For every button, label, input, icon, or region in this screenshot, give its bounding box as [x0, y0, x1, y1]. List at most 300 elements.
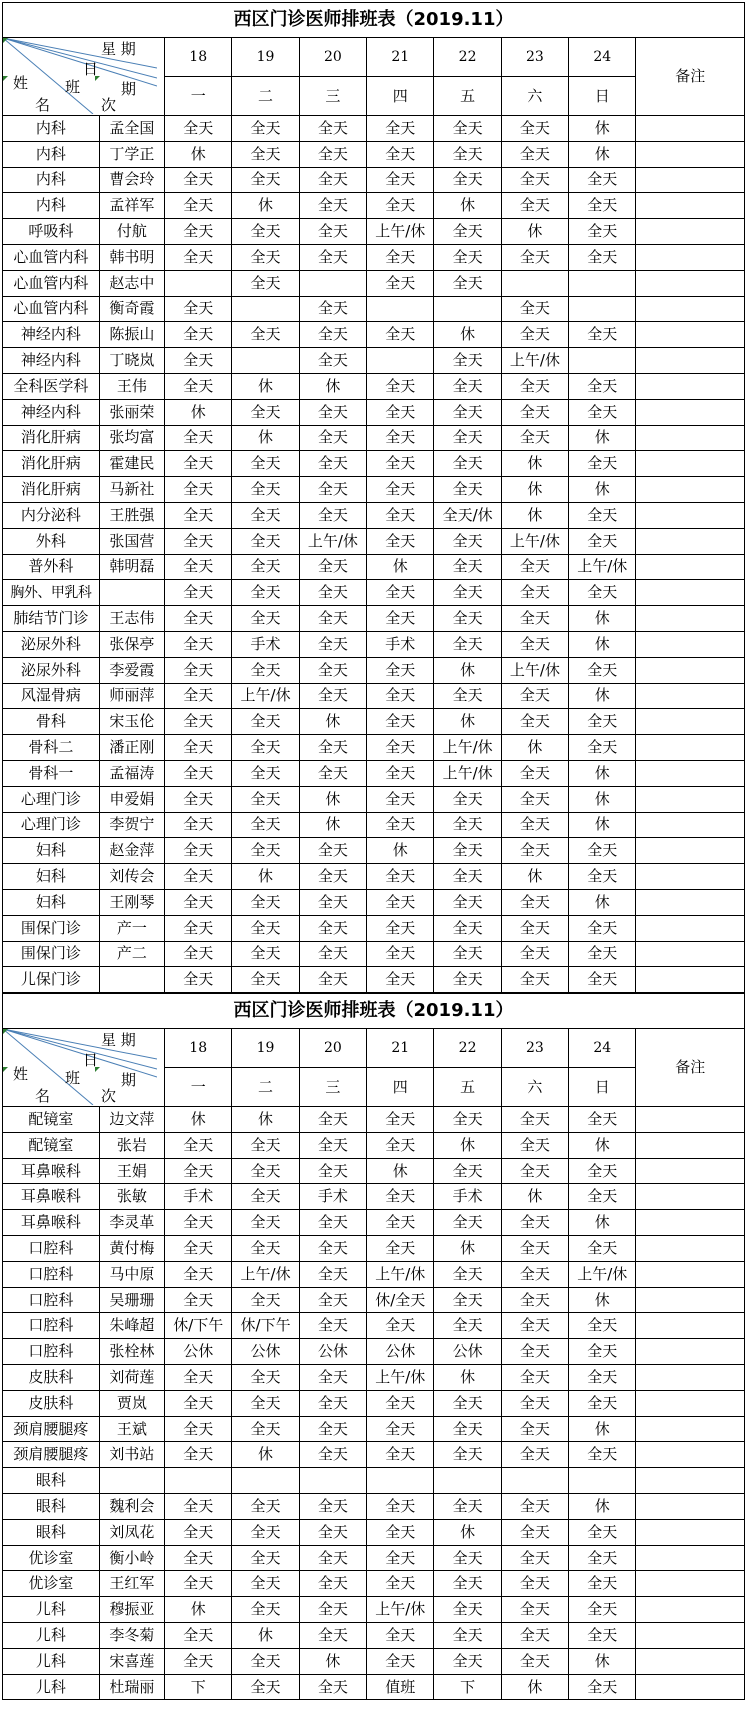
date-header: 19 — [232, 38, 299, 77]
shift-cell: 全天 — [165, 606, 232, 632]
shift-cell: 上午/休 — [434, 735, 501, 761]
shift-cell — [501, 270, 568, 296]
shift-cell: 全天 — [367, 1416, 434, 1442]
shift-cell: 上午/休 — [501, 657, 568, 683]
shift-cell: 全天 — [232, 606, 299, 632]
shift-cell: 全天 — [165, 1236, 232, 1262]
shift-cell: 全天 — [501, 1390, 568, 1416]
shift-cell: 全天 — [165, 864, 232, 890]
table-row — [3, 1261, 745, 1287]
shift-cell: 全天 — [232, 141, 299, 167]
shift-cell: 全天 — [569, 1519, 636, 1545]
shift-cell: 休 — [569, 477, 636, 503]
shift-cell: 全天 — [165, 167, 232, 193]
shift-cell: 全天 — [165, 116, 232, 142]
shift-cell: 全天 — [367, 193, 434, 219]
shift-cell: 全天 — [165, 425, 232, 451]
shift-cell: 全天 — [165, 1519, 232, 1545]
table-row — [3, 1416, 745, 1442]
shift-cell: 全天 — [434, 967, 501, 993]
shift-cell: 全天 — [232, 1365, 299, 1391]
department-cell: 消化肝病 — [3, 477, 100, 503]
shift-cell: 全天 — [569, 967, 636, 993]
shift-cell: 全天 — [434, 889, 501, 915]
department-cell: 儿科 — [3, 1623, 100, 1649]
department-cell: 内科 — [3, 141, 100, 167]
shift-cell: 全天 — [232, 1519, 299, 1545]
shift-cell: 全天 — [569, 1571, 636, 1597]
cell-corner-mark — [3, 38, 8, 43]
shift-cell: 休 — [569, 1210, 636, 1236]
shift-cell — [569, 270, 636, 296]
shift-cell: 休 — [501, 1674, 568, 1700]
table-row — [3, 219, 745, 245]
shift-cell: 休 — [501, 219, 568, 245]
remarks-cell — [636, 812, 745, 838]
remarks-cell — [636, 1158, 745, 1184]
shift-cell: 休 — [232, 425, 299, 451]
date-header: 22 — [434, 1029, 501, 1068]
week-label: 星 期 — [101, 1031, 136, 1050]
table-row — [3, 709, 745, 735]
table-row — [3, 1236, 745, 1262]
shift-cell: 全天 — [367, 116, 434, 142]
shift-cell: 休 — [434, 657, 501, 683]
shift-cell: 全天 — [299, 631, 366, 657]
shift-cell: 全天 — [367, 244, 434, 270]
shift-cell: 全天 — [232, 812, 299, 838]
shift-cell: 全天 — [434, 477, 501, 503]
remarks-cell — [636, 1571, 745, 1597]
shift-cell: 全天 — [434, 812, 501, 838]
table-row — [3, 193, 745, 219]
shift-cell: 休 — [299, 812, 366, 838]
remarks-cell — [636, 1442, 745, 1468]
doctor-name-cell: 穆振亚 — [99, 1597, 164, 1623]
shift-cell: 全天 — [232, 709, 299, 735]
shift-cell: 公休 — [232, 1339, 299, 1365]
shift-cell: 全天 — [434, 1623, 501, 1649]
shift-cell: 全天 — [501, 554, 568, 580]
shift-cell: 全天 — [501, 1545, 568, 1571]
shift-cell: 全天 — [367, 941, 434, 967]
shift-cell: 全天 — [501, 116, 568, 142]
name-label: 姓 — [13, 1065, 29, 1084]
shift-cell: 全天 — [501, 631, 568, 657]
date-header: 19 — [232, 1029, 299, 1068]
doctor-name-cell: 吴珊珊 — [99, 1287, 164, 1313]
shift-cell: 全天 — [569, 1184, 636, 1210]
weekday-header: 三 — [299, 77, 366, 116]
shift-cell: 全天 — [569, 709, 636, 735]
shift-cell: 全天 — [367, 889, 434, 915]
shift-cell: 全天 — [165, 451, 232, 477]
shift-cell: 全天 — [569, 1365, 636, 1391]
shift-cell: 全天 — [367, 1545, 434, 1571]
shift-cell: 全天 — [569, 193, 636, 219]
date-header: 21 — [367, 1029, 434, 1068]
department-cell: 神经内科 — [3, 322, 100, 348]
shift-cell: 上午/休 — [367, 1261, 434, 1287]
doctor-name-cell: 王刚琴 — [99, 889, 164, 915]
table-row — [3, 322, 745, 348]
shift-cell: 全天 — [501, 941, 568, 967]
shift-cell: 休 — [501, 864, 568, 890]
shift-cell: 全天 — [367, 1519, 434, 1545]
remarks-cell — [636, 1339, 745, 1365]
table-row — [3, 1597, 745, 1623]
shift-cell: 全天 — [367, 864, 434, 890]
remarks-cell — [636, 838, 745, 864]
shift-cell: 全天 — [367, 1442, 434, 1468]
shift-cell: 休 — [569, 1132, 636, 1158]
shift-cell: 全天 — [232, 116, 299, 142]
department-cell: 全科医学科 — [3, 373, 100, 399]
shift-cell: 全天 — [232, 1158, 299, 1184]
remarks-cell — [636, 373, 745, 399]
department-cell: 妇科 — [3, 864, 100, 890]
shift-cell: 全天 — [165, 735, 232, 761]
doctor-name-cell: 陈振山 — [99, 322, 164, 348]
remarks-cell — [636, 477, 745, 503]
shift-cell: 休/全天 — [367, 1287, 434, 1313]
shift-cell: 全天 — [299, 838, 366, 864]
shift-cell: 公休 — [367, 1339, 434, 1365]
doctor-name-cell: 李冬菊 — [99, 1623, 164, 1649]
shift-cell: 全天 — [299, 219, 366, 245]
department-cell: 耳鼻喉科 — [3, 1184, 100, 1210]
shift-cell: 全天 — [165, 915, 232, 941]
department-cell: 颈肩腰腿疼 — [3, 1442, 100, 1468]
table-row — [3, 1184, 745, 1210]
shift-cell: 全天 — [165, 1442, 232, 1468]
date-header: 24 — [569, 1029, 636, 1068]
shift-cell: 全天 — [434, 606, 501, 632]
doctor-name-cell: 孟福涛 — [99, 760, 164, 786]
shift-label: 班 — [65, 78, 81, 96]
doctor-name-cell: 李灵革 — [99, 1210, 164, 1236]
weekday-header: 二 — [232, 1068, 299, 1107]
shift-cell: 全天 — [501, 322, 568, 348]
cell-corner-mark — [3, 1029, 8, 1034]
shift-cell: 全天 — [165, 1545, 232, 1571]
doctor-name-cell: 霍建民 — [99, 451, 164, 477]
shift-cell: 全天 — [232, 1571, 299, 1597]
department-cell: 骨科一 — [3, 760, 100, 786]
table-row — [3, 1158, 745, 1184]
shift-cell: 休 — [165, 1107, 232, 1133]
table-title: 西区门诊医师排班表（2019.11） — [3, 994, 745, 1029]
name-label: 姓 — [13, 74, 29, 92]
department-cell: 消化肝病 — [3, 425, 100, 451]
department-cell: 内分泌科 — [3, 502, 100, 528]
shift-cell: 全天 — [434, 219, 501, 245]
doctor-name-cell: 张保亭 — [99, 631, 164, 657]
shift-cell — [165, 270, 232, 296]
remarks-cell — [636, 631, 745, 657]
shift-cell: 全天 — [232, 1236, 299, 1262]
shift-cell: 休 — [165, 1597, 232, 1623]
shift-cell: 休 — [569, 760, 636, 786]
department-cell: 眼科 — [3, 1494, 100, 1520]
table-row — [3, 1390, 745, 1416]
table-row — [3, 399, 745, 425]
table-row — [3, 1287, 745, 1313]
remarks-cell — [636, 1107, 745, 1133]
weekday-header: 五 — [434, 1068, 501, 1107]
doctor-name-cell: 刘凤花 — [99, 1519, 164, 1545]
doctor-name-cell: 王斌 — [99, 1416, 164, 1442]
remarks-cell — [636, 1623, 745, 1649]
shift-cell: 全天 — [299, 889, 366, 915]
shift-cell: 全天 — [299, 1107, 366, 1133]
shift-cell: 全天 — [569, 373, 636, 399]
remarks-cell — [636, 1365, 745, 1391]
shift-cell: 全天 — [299, 116, 366, 142]
shift-cell: 全天 — [299, 425, 366, 451]
doctor-name-cell: 师丽萍 — [99, 683, 164, 709]
table-row — [3, 1132, 745, 1158]
department-cell: 妇科 — [3, 889, 100, 915]
shift-cell: 休 — [232, 373, 299, 399]
shift-cell: 全天 — [232, 451, 299, 477]
department-cell: 内科 — [3, 116, 100, 142]
table-row — [3, 760, 745, 786]
shift-cell: 全天 — [165, 244, 232, 270]
shift-cell: 全天 — [232, 1390, 299, 1416]
shift-cell: 全天 — [165, 1623, 232, 1649]
shift-cell: 全天 — [232, 580, 299, 606]
shift-cell — [165, 1468, 232, 1494]
table-row — [3, 167, 745, 193]
shift-cell: 全天 — [569, 1313, 636, 1339]
shift-cell: 全天 — [367, 1623, 434, 1649]
shift-cell: 全天 — [434, 1210, 501, 1236]
shift-cell: 全天 — [501, 760, 568, 786]
shift-cell: 全天 — [232, 889, 299, 915]
shift-cell: 全天 — [434, 1648, 501, 1674]
department-cell: 神经内科 — [3, 399, 100, 425]
shift-cell: 全天 — [569, 580, 636, 606]
shift-cell: 全天 — [501, 838, 568, 864]
shift-cell: 全天 — [165, 760, 232, 786]
shift-cell: 全天 — [501, 1158, 568, 1184]
remarks-cell — [636, 657, 745, 683]
shift-cell: 全天 — [434, 864, 501, 890]
table-row — [3, 967, 745, 993]
shift-cell: 全天 — [299, 1132, 366, 1158]
shift-cell: 全天 — [501, 683, 568, 709]
table-row — [3, 1210, 745, 1236]
shift-cell: 全天 — [434, 915, 501, 941]
shift-cell: 全天 — [232, 270, 299, 296]
remarks-cell — [636, 1468, 745, 1494]
shift-cell: 公休 — [299, 1339, 366, 1365]
shift-cell: 全天 — [434, 425, 501, 451]
table-row — [3, 1674, 745, 1700]
department-cell: 肺结节门诊 — [3, 606, 100, 632]
date-header: 22 — [434, 38, 501, 77]
department-cell: 消化肝病 — [3, 451, 100, 477]
doctor-name-cell: 张敏 — [99, 1184, 164, 1210]
shift-cell: 全天 — [232, 838, 299, 864]
shift-cell: 全天 — [501, 1416, 568, 1442]
shift-cell: 全天 — [434, 1571, 501, 1597]
department-cell: 优诊室 — [3, 1571, 100, 1597]
shift-cell: 全天 — [501, 373, 568, 399]
doctor-name-cell: 王志伟 — [99, 606, 164, 632]
table-row — [3, 554, 745, 580]
shift-cell: 休 — [501, 735, 568, 761]
department-cell: 外科 — [3, 528, 100, 554]
shift-cell: 全天 — [299, 1442, 366, 1468]
remarks-cell — [636, 967, 745, 993]
shift-cell: 全天 — [232, 786, 299, 812]
shift-cell: 全天 — [501, 296, 568, 322]
shift-cell: 全天 — [299, 322, 366, 348]
table-row — [3, 606, 745, 632]
shift-cell: 全天 — [165, 219, 232, 245]
shift-cell: 全天 — [165, 1210, 232, 1236]
shift-cell: 休/下午 — [232, 1313, 299, 1339]
table-row — [3, 812, 745, 838]
shift-cell: 全天 — [299, 554, 366, 580]
table-row — [3, 1519, 745, 1545]
shift-cell: 全天 — [367, 1132, 434, 1158]
shift-cell: 全天 — [232, 322, 299, 348]
shift-cell: 休 — [501, 502, 568, 528]
shift-cell: 全天 — [165, 1571, 232, 1597]
shift-cell: 下 — [434, 1674, 501, 1700]
shift-cell: 全天 — [569, 1597, 636, 1623]
doctor-name-cell: 潘正刚 — [99, 735, 164, 761]
weekday-header: 四 — [367, 77, 434, 116]
shift-cell — [569, 1468, 636, 1494]
shift-cell: 休 — [569, 889, 636, 915]
weekday-header: 四 — [367, 1068, 434, 1107]
table-row — [3, 941, 745, 967]
shift-cell: 全天 — [232, 528, 299, 554]
shift-cell: 上午/休 — [299, 528, 366, 554]
doctor-name-cell: 李爱霞 — [99, 657, 164, 683]
doctor-name-cell: 申爱娟 — [99, 786, 164, 812]
shift-cell: 全天 — [299, 399, 366, 425]
remarks-cell — [636, 1519, 745, 1545]
shift-cell: 全天 — [165, 193, 232, 219]
shift-cell: 全天 — [299, 735, 366, 761]
doctor-name-cell: 杜瑞丽 — [99, 1674, 164, 1700]
shift-cell: 全天 — [165, 812, 232, 838]
table-row — [3, 451, 745, 477]
shift-cell: 全天 — [165, 1390, 232, 1416]
shift-cell: 全天 — [165, 786, 232, 812]
date-header: 18 — [165, 1029, 232, 1068]
department-cell: 内科 — [3, 167, 100, 193]
shift-cell — [367, 1468, 434, 1494]
table-row — [3, 270, 745, 296]
shift-cell: 全天 — [501, 1519, 568, 1545]
remarks-cell — [636, 116, 745, 142]
table-row — [3, 864, 745, 890]
shift-cell: 全天 — [232, 1494, 299, 1520]
doctor-name-cell: 宋喜莲 — [99, 1648, 164, 1674]
table-row — [3, 1545, 745, 1571]
department-cell: 胸外、甲乳科 — [3, 580, 100, 606]
shift-cell: 全天 — [299, 1261, 366, 1287]
shift-cell: 全天 — [434, 1313, 501, 1339]
remarks-cell — [636, 889, 745, 915]
shift-cell: 全天 — [367, 270, 434, 296]
shift-cell: 全天 — [165, 1261, 232, 1287]
department-cell: 儿保门诊 — [3, 967, 100, 993]
shift-cell: 全天 — [501, 889, 568, 915]
shift-cell: 全天 — [434, 399, 501, 425]
shift-cell: 全天 — [165, 528, 232, 554]
shift-cell: 全天 — [569, 322, 636, 348]
shift-cell: 全天 — [299, 1545, 366, 1571]
doctor-name-cell: 王娟 — [99, 1158, 164, 1184]
table-row — [3, 1494, 745, 1520]
cell-corner-mark — [95, 1067, 100, 1072]
shift-cell: 休 — [434, 1236, 501, 1262]
shift-cell: 全天 — [434, 1261, 501, 1287]
shift-cell: 全天 — [165, 709, 232, 735]
shift-cell: 全天 — [367, 322, 434, 348]
shift-cell: 全天 — [434, 167, 501, 193]
shift-cell: 全天 — [165, 889, 232, 915]
shift-cell: 全天 — [434, 1107, 501, 1133]
name2-label: 名 — [35, 1087, 51, 1106]
shift-cell: 全天 — [569, 167, 636, 193]
shift-cell: 全天 — [299, 502, 366, 528]
remarks-cell — [636, 760, 745, 786]
date-header: 20 — [299, 38, 366, 77]
shift-cell: 休 — [165, 141, 232, 167]
shift-cell: 全天 — [299, 606, 366, 632]
period-label: 期 — [121, 80, 137, 98]
shift-cell: 全天 — [367, 786, 434, 812]
doctor-name-cell: 马新社 — [99, 477, 164, 503]
remarks-cell — [636, 1494, 745, 1520]
shift-cell: 全天 — [299, 348, 366, 374]
shift-cell: 全天 — [434, 1494, 501, 1520]
department-cell: 颈肩腰腿疼 — [3, 1416, 100, 1442]
shift-cell: 全天 — [501, 1287, 568, 1313]
doctor-name-cell: 王胜强 — [99, 502, 164, 528]
shift-cell: 全天 — [569, 399, 636, 425]
shift-cell: 休 — [434, 1519, 501, 1545]
shift-cell: 全天 — [569, 864, 636, 890]
shift-cell: 全天 — [299, 296, 366, 322]
department-cell: 骨科二 — [3, 735, 100, 761]
remarks-cell — [636, 322, 745, 348]
shift-cell: 全天 — [299, 1494, 366, 1520]
shift-cell: 全天 — [232, 167, 299, 193]
shift-cell: 全天 — [569, 941, 636, 967]
shift-cell: 全天 — [299, 941, 366, 967]
remarks-cell — [636, 941, 745, 967]
shift-cell: 全天 — [299, 683, 366, 709]
shift-cell: 全天 — [165, 554, 232, 580]
doctor-name-cell: 付航 — [99, 219, 164, 245]
shift-cell — [232, 348, 299, 374]
shift-cell: 全天 — [165, 477, 232, 503]
shift-cell: 全天 — [367, 1494, 434, 1520]
department-cell: 口腔科 — [3, 1339, 100, 1365]
shift-cell: 全天 — [232, 941, 299, 967]
shift-cell: 全天 — [299, 1519, 366, 1545]
shift-cell: 全天 — [367, 477, 434, 503]
